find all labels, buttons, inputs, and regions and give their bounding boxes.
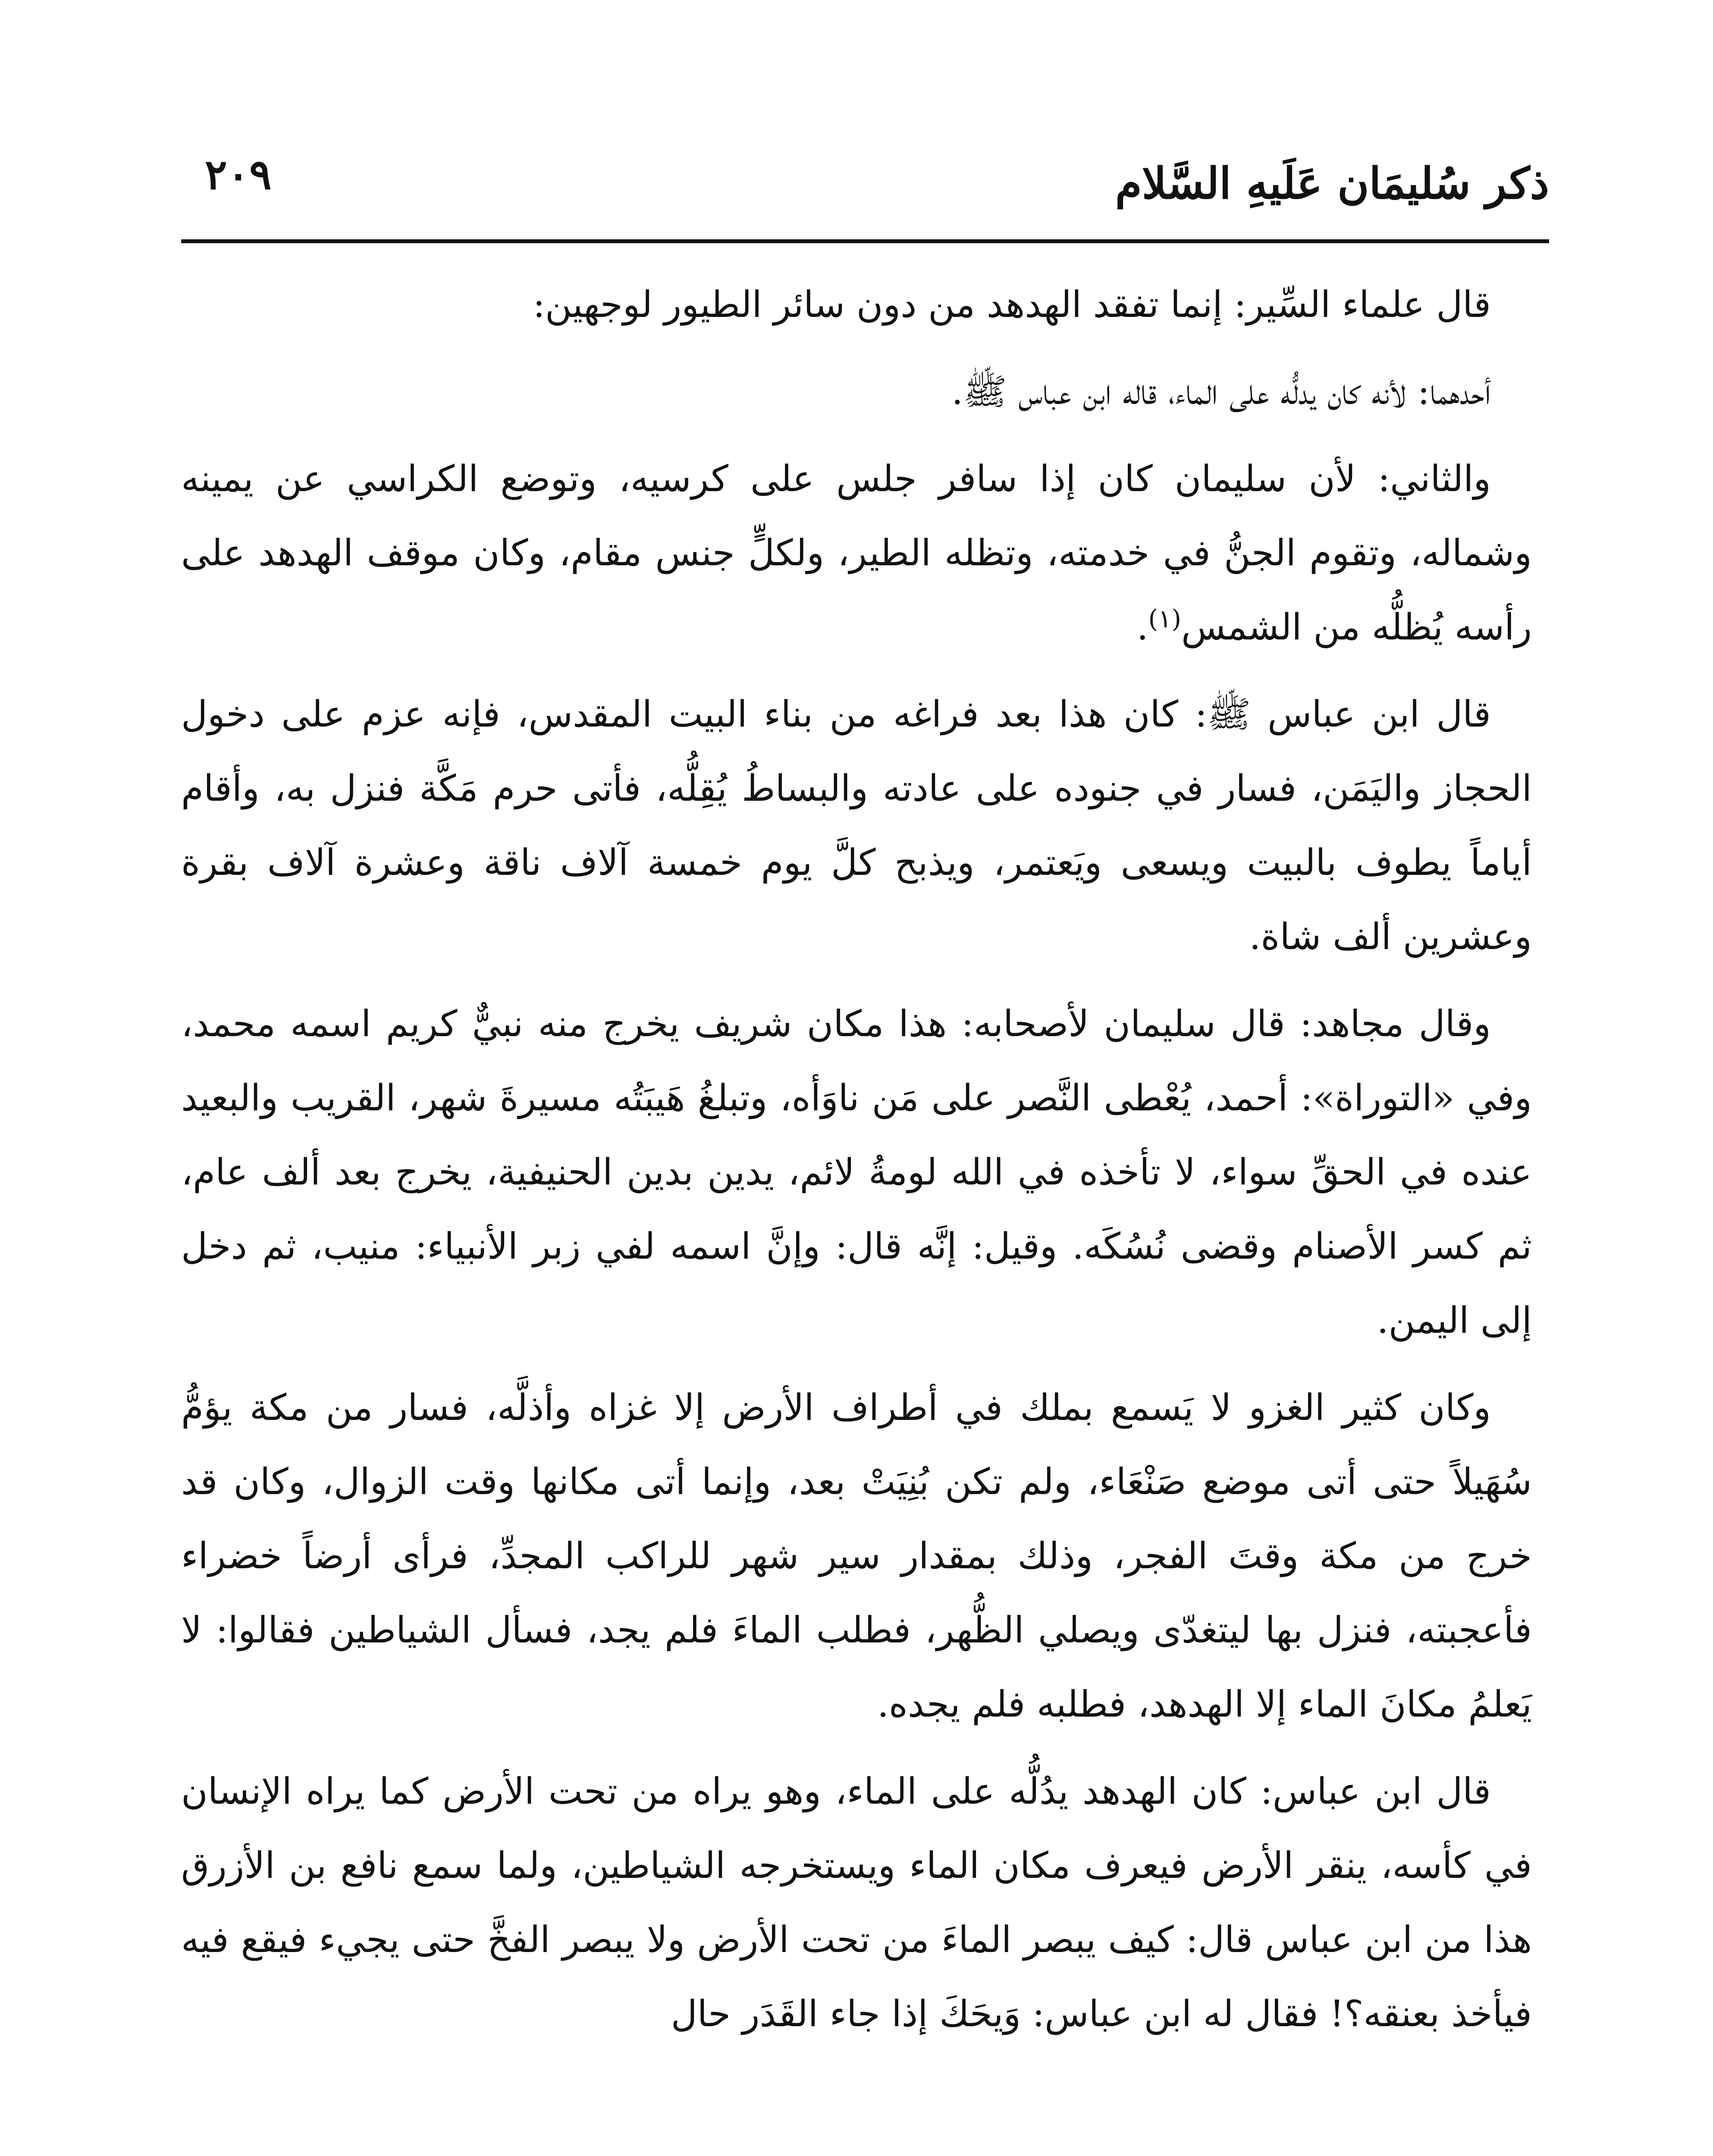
paragraph-4: قال ابن عباس ﷺ: كان هذا بعد فراغه من بناء البيت المقدس، فإنه عزم على دخول الحجاز واليَمَن، فسار في جنوده على عادته والبساطُ يُقِلُّه، فأتى حرم مَكَّة فنزل به، وأقام أياماً يطوف بالبيت ويسعى ويَعتمر، ويذبح كلَّ يوم خمسة آلاف ناقة وعشرة آلاف بقرة وعشرين ألف شاة. [181,693,1532,958]
body-text [181,267,1532,2064]
footnote-marker: (١) [1148,604,1181,633]
paragraph-1: قال علماء السِّير: إنما تفقد الهدهد من دون سائر الطيور لوجهين: [533,283,1491,326]
paragraph-6: وكان كثير الغزو لا يَسمع بملك في أطراف الأرض إلا غزاه وأذلَّه، فسار من مكة يؤمُّ سُهَيلاً حتى أتى موضع صَنْعَاء، ولم تكن بُنِيَتْ بعد، وإنما أتى مكانها وقت الزوال، وكان قد خرج من مكة وقتَ الفجر، وذلك بمقدار سير شهر للراكب المجدِّ، فرأى أرضاً خضراء فأعجبته، فنزل بها ليتغدّى ويصلي الظُّهر، فطلب الماءَ فلم يجد، فسأل الشياطين فقالوا: لا يَعلمُ مكانَ الماء إلا الهدهد، فطلبه فلم يجده. [181,1386,1532,1725]
paragraph-3 [181,442,1532,664]
paragraph-3-text: والثاني: لأن سليمان كان إذا سافر جلس على كرسيه، وتوضع الكراسي عن يمينه وشماله، وتقوم الجنُّ في خدمته، وتظله الطير، ولكلٍّ جنس مقام، وكان موقف الهدهد على رأسه يُظلُّه من الشمس [181,458,1532,648]
header-divider [181,239,1549,243]
paragraph-3-end: . [1136,606,1148,648]
chapter-title: ذكر سُليمَان عَلَيهِ السَّلام [1115,158,1549,209]
page-number: ٢٠٩ [205,150,272,199]
paragraph-5: وقال مجاهد: قال سليمان لأصحابه: هذا مكان شريف يخرج منه نبيٌّ كريم اسمه محمد، وفي «التوراة»: أحمد، يُعْطى النَّصر على مَن ناوَأه، وتبلغُ هَيبَتُه مسيرةَ شهر، القريب والبعيد عنده في الحقِّ سواء، لا تأخذه في الله لومةُ لائم، يدين بدين الحنيفية، يخرج بعد ألف عام، ثم كسر الأصنام وقضى نُسُكَه. وقيل: إنَّه قال: وإنَّ اسمه لفي زبر الأنبياء: منيب، ثم دخل إلى اليمن. [181,1003,1532,1341]
running-header [181,151,1549,216]
paragraph-2: أحدهما: لأنه كان يدلُّه على الماء، قاله ابن عباس ﷺ. [951,370,1491,413]
paragraph-7: قال ابن عباس: كان الهدهد يدُلُّه على الماء، وهو يراه من تحت الأرض كما يراه الإنسان في كأسه، ينقر الأرض فيعرف مكان الماء ويستخرجه الشياطين، ولما سمع نافع بن الأزرق هذا من ابن عباس قال: كيف يبصر الماءَ من تحت الأرض ولا يبصر الفخَّ حتى يجيء فيقع فيه فيأخذ بعنقه؟! فقال له ابن عباس: وَيحَكَ إذا جاء القَدَر حال [181,1770,1532,2035]
